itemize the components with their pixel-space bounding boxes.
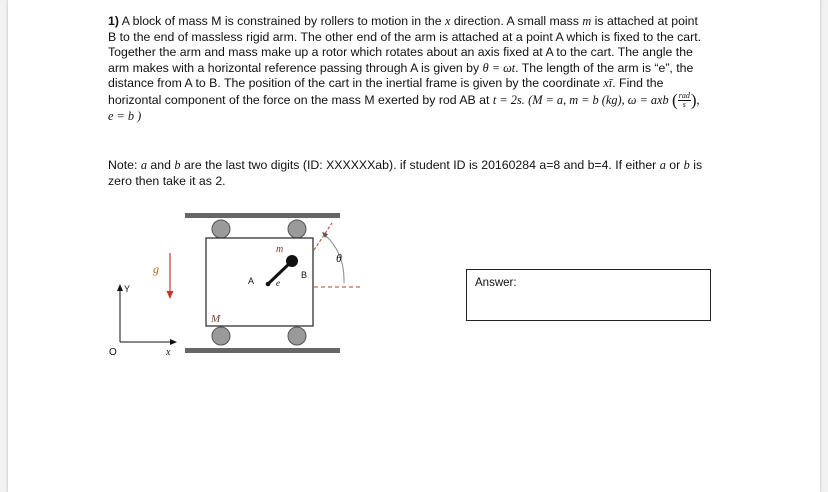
problem-number: 1): [108, 14, 119, 28]
answer-box[interactable]: [466, 269, 711, 321]
answer-label: Answer:: [475, 277, 517, 289]
pivot-a: [266, 282, 271, 287]
label-theta: θ: [336, 251, 342, 265]
arm-extension-line: [314, 223, 332, 250]
label-g: g: [153, 262, 159, 276]
roller-top-left: [212, 220, 230, 238]
label-cart-mass: M: [211, 313, 221, 325]
label-m: m: [276, 244, 284, 255]
note-paragraph: Note: a and b are the last two digits (ID: XXXXXXab). if student ID is 20160284 a=8 and b=4. If either a or b is zero then take it as 2.: [108, 158, 703, 188]
gravity-arrowhead: [167, 291, 174, 299]
given-values: (M = a, m = b (kg), ω = axb: [528, 92, 669, 107]
top-rail: [185, 213, 340, 218]
y-axis-arrowhead: [117, 284, 123, 291]
cart-rotor-diagram: [100, 205, 370, 365]
bottom-rail: [185, 348, 340, 353]
label-b: B: [301, 270, 308, 280]
x-axis-arrowhead: [170, 339, 177, 345]
rad-per-s-fraction: $\frac{\text{rad}}{s}$: [678, 90, 690, 109]
problem-statement: 1) A block of mass M is constrained by rollers to motion in the x direction. A small mass m is attached at point B to the end of massless rigid arm. The other end of the arm is attached at a point A which is fixed to the cart. Together the arm and mass make up a rotor which rotates about an axis fixed at A to the cart. The angle the arm makes with a horizontal reference passing through A is given by θ = ωt. The length of the arm is “e”, the distance from A to B. The position of the cart in the inertial frame is given by the coordinate xī. Find the horizontal component of the force on the mass M exerted by rod AB at t = 2s. (M = a, m = b (kg), ω = axb ( $\frac{\text{rad}}{s}$ ), e = b ): [108, 14, 702, 123]
label-origin: O: [109, 347, 117, 358]
label-x-axis: x: [166, 347, 171, 358]
mass-m-ball: [286, 255, 298, 267]
cart-block: [206, 238, 313, 326]
label-a: A: [248, 276, 255, 286]
roller-top-right: [288, 220, 306, 238]
label-y-axis: Y: [124, 284, 131, 294]
roller-bottom-right: [288, 327, 306, 345]
roller-bottom-left: [212, 327, 230, 345]
label-e: e: [276, 278, 280, 288]
